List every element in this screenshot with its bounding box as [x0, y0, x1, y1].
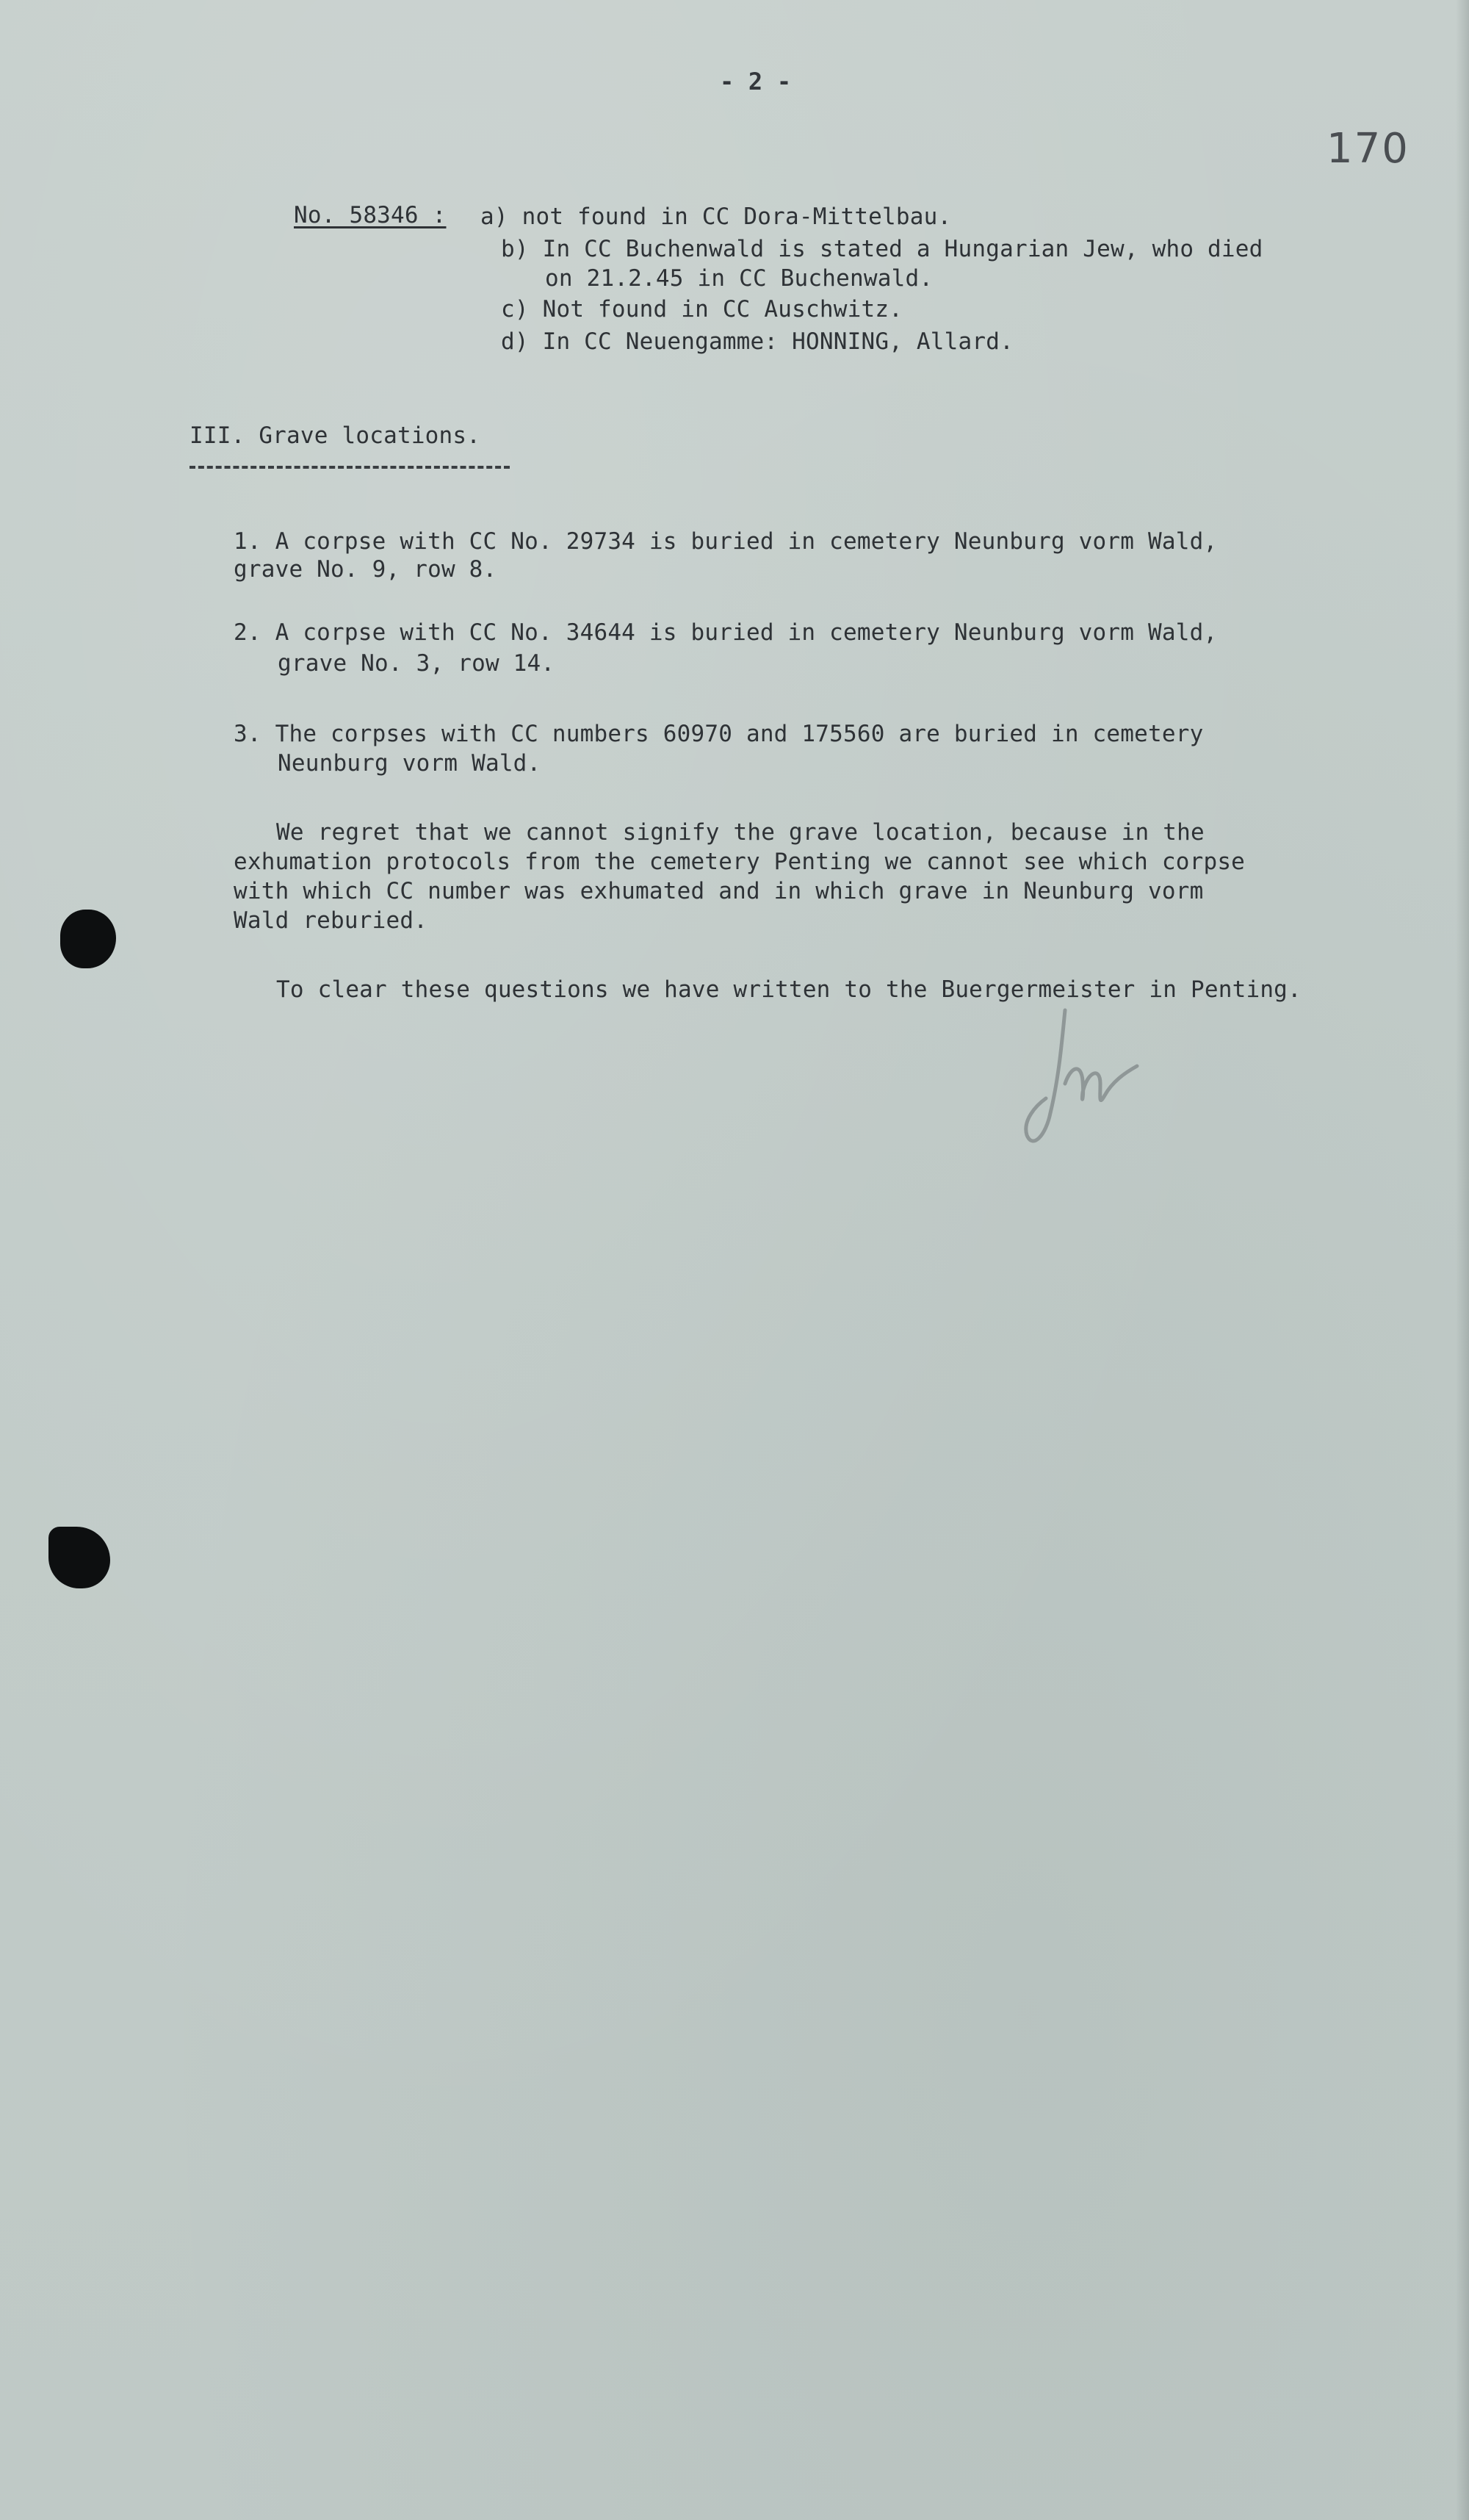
- punch-hole-upper: [60, 910, 116, 968]
- record-item-c: c) Not found in CC Auschwitz.: [501, 296, 903, 323]
- record-item-b-continued: on 21.2.45 in CC Buchenwald.: [545, 265, 934, 292]
- record-number: No. 58346 :: [294, 202, 447, 228]
- paragraph-line-2: exhumation protocols from the cemetery Penting we cannot see which corpse: [234, 849, 1246, 875]
- handwritten-initials-signature: [1014, 996, 1146, 1172]
- heading-underline: [190, 466, 510, 469]
- record-item-a: a) not found in CC Dora-Mittelbau.: [480, 204, 952, 230]
- entry-2-line-1: 2. A corpse with CC No. 34644 is buried in cemetery Neunburg vorm Wald,: [234, 619, 1218, 646]
- entry-2-line-2: grave No. 3, row 14.: [278, 650, 555, 677]
- paragraph-line-3: with which CC number was exhumated and in which grave in Neunburg vorm: [234, 878, 1204, 904]
- entry-1-line-2: grave No. 9, row 8.: [234, 556, 497, 583]
- entry-1-line-1: 1. A corpse with CC No. 29734 is buried in cemetery Neunburg vorm Wald,: [234, 528, 1218, 555]
- closing-line: To clear these questions we have written to the Buergermeister in Penting.: [276, 976, 1302, 1003]
- record-item-d: d) In CC Neuengamme: HONNING, Allard.: [501, 328, 1014, 355]
- paragraph-line-4: Wald reburied.: [234, 907, 428, 934]
- record-item-b: b) In CC Buchenwald is stated a Hungarian Jew, who died: [501, 236, 1263, 262]
- paragraph-line-1: We regret that we cannot signify the grave location, because in the: [276, 819, 1205, 846]
- punch-hole-lower: [48, 1527, 110, 1588]
- paper-edge-shadow: [1456, 0, 1469, 2520]
- section-heading: III. Grave locations.: [190, 422, 481, 449]
- entry-3-line-2: Neunburg vorm Wald.: [278, 750, 541, 777]
- entry-3-line-1: 3. The corpses with CC numbers 60970 and 175560 are buried in cemetery: [234, 721, 1204, 747]
- archive-stamp-number: 170: [1327, 125, 1410, 173]
- page-number: - 2 -: [720, 68, 792, 96]
